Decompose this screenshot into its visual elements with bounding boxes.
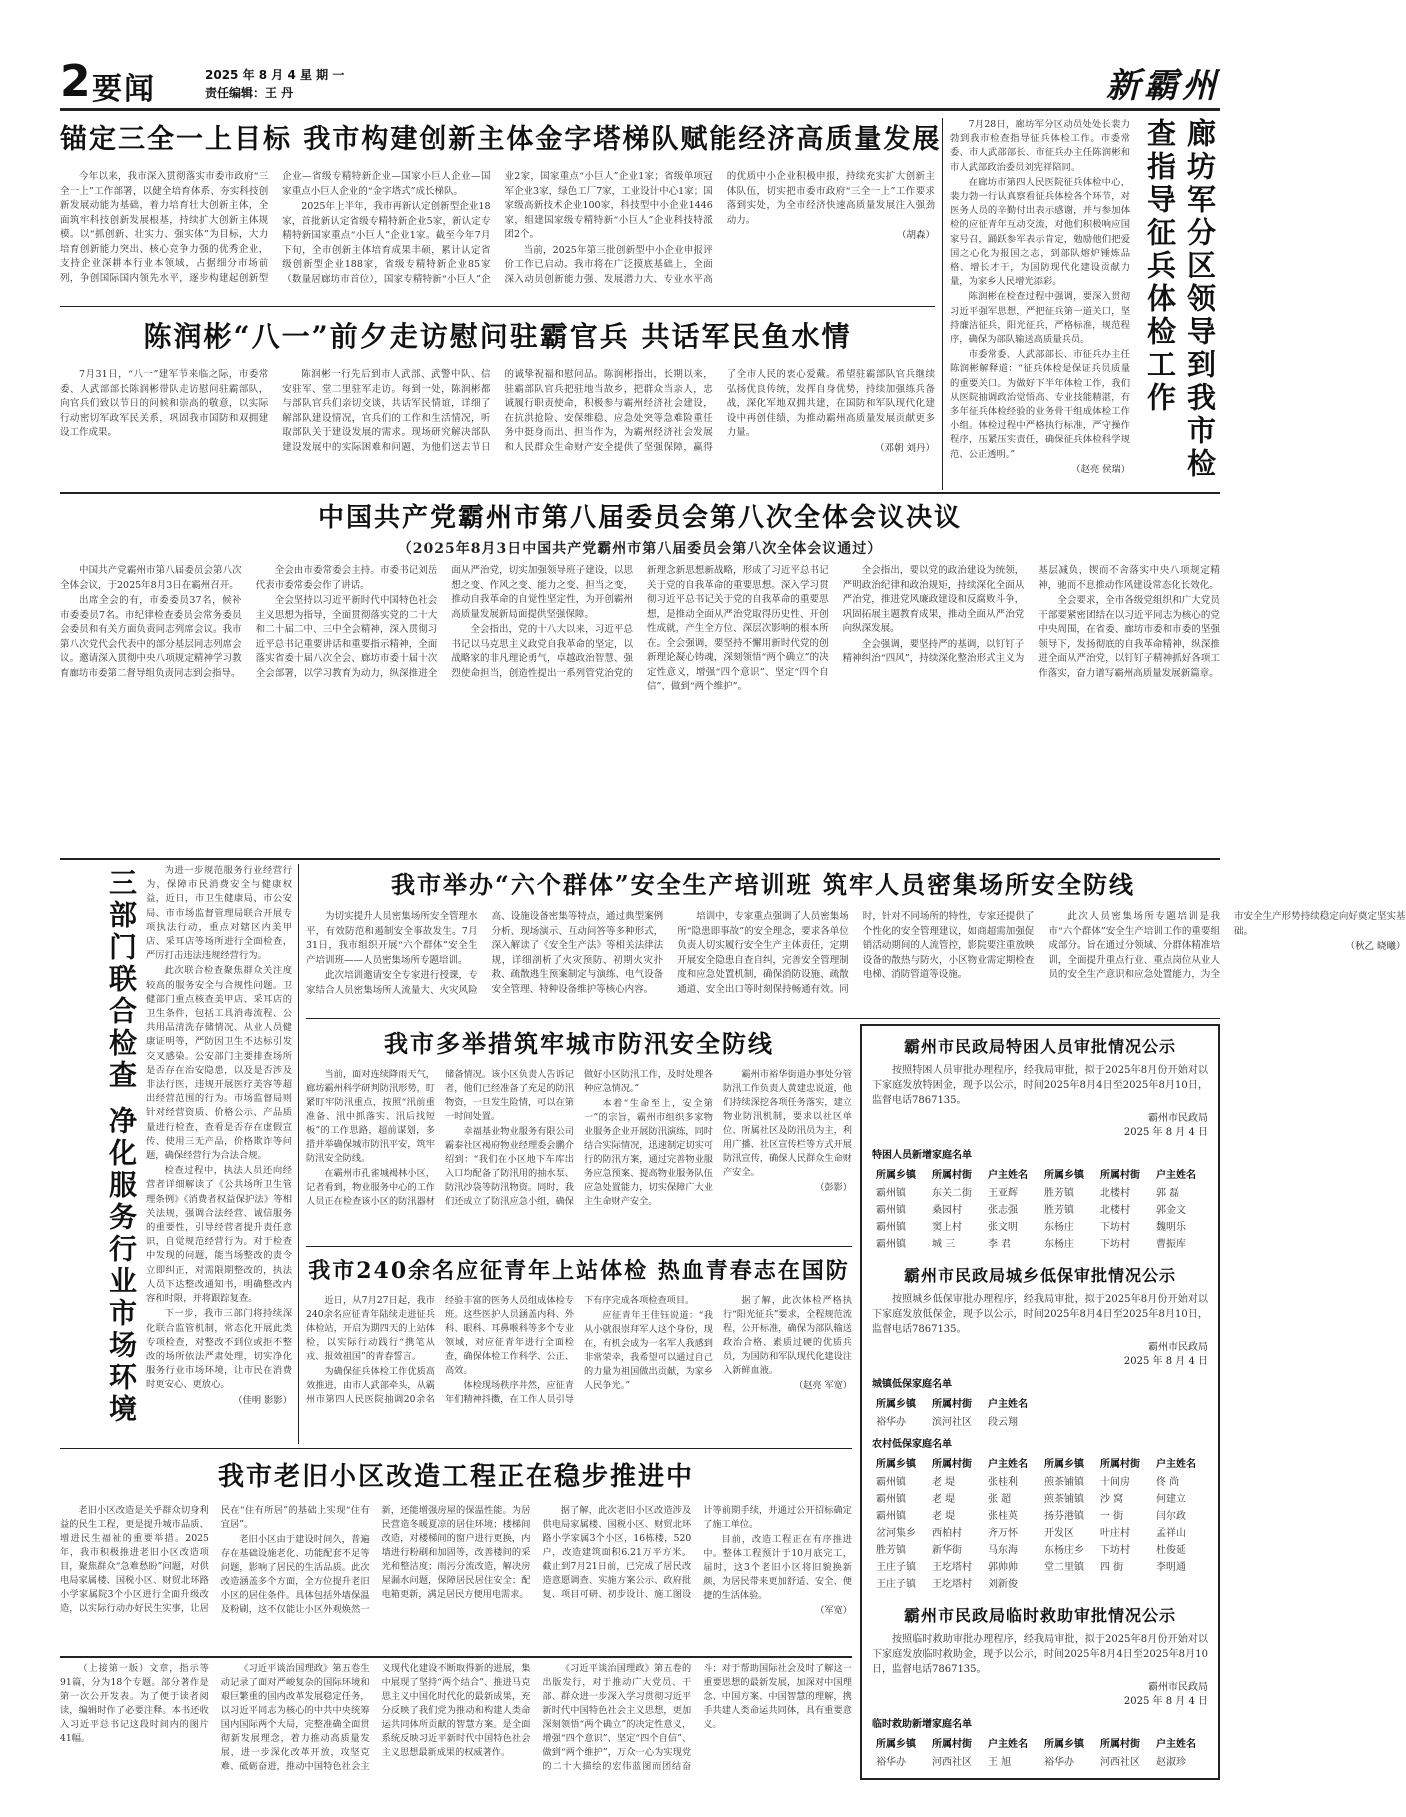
article-safety-training (306, 864, 1406, 1014)
cell: 裕华办 (1044, 1757, 1074, 1768)
table-caption: 农村低保家庭名单 (872, 1439, 952, 1450)
cell: 郭 磊 (1156, 1188, 1180, 1199)
paragraph: 在廊坊市第四人民医院征兵体检中心，裴力勃一行认真察看征兵体检各个环节，对医务人员的辛勤付出表示感谢，并与参加体检的应征青年互动交流，对他们积极响应国家号召，踊跃参军表示肯定，勉励他们把爱国之心化为报国之志，到部队熔炉锤炼品格、增长才干，为国防现代化建设贡献力量，为家乡人民增光添彩。 (950, 176, 1130, 288)
cell: 齐万怀 (988, 1528, 1018, 1539)
notice-table (872, 1164, 1208, 1251)
paragraph: 当前，面对连续降雨天气，廊坊霸州科学研判防汛形势，盯紧盯牢防汛重点，按照“汛前重准备、汛中抓落实、汛后找短板”的工作思路，超前谋划，多措并举确保城市防汛平安，筑牢防汛安全防线。 (306, 1069, 435, 1164)
cell: 四 街 (1100, 1562, 1124, 1573)
cell: 王亚辉 (988, 1188, 1018, 1199)
paragraph: 《习近平谈治国理政》第五卷的出版发行，对于推动广大党员、干部、群众进一步深入学习贯彻习近平新时代中国特色社会主义思想，更加深刻领悟“两个确立”的决定性意义，增强“四个意识”、坚定“四个自信”、做到“两个维护”，万众一心为实现党的二十大描绘的宏伟蓝图而团结奋斗；对于帮助国际社会及时了解这一重要思想的最新发展，加深对中国理念、中国方案、中国智慧的理解，携手共建人类命运共同体，具有重要意义。 (542, 1663, 852, 1772)
cell: 霸州镇 (876, 1239, 906, 1250)
paragraph: 检查过程中，执法人员还向经营者详细解读了《公共场所卫生管理条例》《消费者权益保护法》等相关法规，强调合法经营、诚信服务的重要性，引导经营者提升责任意识，自觉规范经营行为。对于检查中发现的问题，能当场整改的责令立即纠正，对需限期整改的，执法人员下达整改通知书，明确整改内容和时限，并将跟踪复查。 (146, 1165, 292, 1305)
cell: 郭金文 (1156, 1205, 1186, 1216)
article-body (60, 564, 1220, 856)
masthead-rule (60, 108, 1220, 111)
cell: 张桂英 (988, 1511, 1018, 1522)
article-resolution (60, 498, 1220, 858)
section-name: 要闻 (92, 72, 156, 107)
cell: 扬芬港镇 (1044, 1511, 1084, 1522)
column-rule (298, 864, 299, 1444)
cell: 煎茶铺镇 (1044, 1494, 1084, 1505)
notices-box (860, 1024, 1220, 1780)
notice-org: 霸州市民政局 (1148, 1342, 1208, 1353)
notice-title: 霸州市民政局临时救助审批情况公示 (903, 1606, 1176, 1625)
table-row (872, 1574, 1208, 1591)
cell (1040, 1574, 1096, 1591)
paragraph: 本着“生命至上，安全第一”的宗旨，霸州市组织多家物业服务企业开展防汛演练，同时结合实际情况，迅速制定切实可行的防汛方案，通过完善物业服务应急预案、提高物业服务队伍应急处置能力，切实保障广大业主生命财产安全。 (584, 1098, 713, 1207)
cell: 张志强 (988, 1205, 1018, 1216)
cell (1096, 1574, 1152, 1591)
column-header: 所属村街 (1100, 1459, 1140, 1470)
article-body (146, 864, 292, 1444)
issue-date: 2025 年 8 月 4 星 期 一 (205, 68, 345, 82)
editor-credit: 责任编辑：王 丹 (205, 86, 294, 100)
table-row (872, 1412, 1040, 1429)
cell: 张 超 (988, 1494, 1012, 1505)
notice-body: 按照特困人员审批办理程序，经我局审批，拟于2025年8月份开始对以下家庭发放特困金，现予以公示，时间2025年8月4日至2025年8月10日，监督电话7867135。 (872, 1065, 1208, 1106)
article-headline: 我市举办“六个群体”安全生产培训班 筑牢人员密集场所安全防线 (391, 870, 1135, 899)
cell: 王圪塔村 (932, 1562, 972, 1573)
cell: 窦上村 (932, 1222, 962, 1233)
article-headline: 中国共产党霸州市第八届委员会第八次全体会议决议 (317, 503, 962, 533)
notice-body: 按照临时救助审批办理程序，经我局审批，拟于2025年8月份开始对以下家庭发放临时救助金，现予以公示，时间2025年8月4日至2025年8月10日，监督电话7867135。 (872, 1634, 1208, 1675)
column-header: 所属村街 (932, 1399, 972, 1410)
article-author: （彭影） (815, 1182, 852, 1193)
cell (1152, 1574, 1208, 1591)
cell: 霸州镇 (876, 1477, 906, 1488)
article-body (60, 170, 935, 300)
cell: 张文明 (988, 1222, 1018, 1233)
table-row (872, 1506, 1208, 1523)
cell: 城 三 (932, 1239, 956, 1250)
table-row (872, 1217, 1208, 1234)
table-row (872, 1557, 1208, 1574)
divider (306, 1018, 1220, 1019)
article-renovation (60, 1454, 852, 1654)
divider (306, 1246, 852, 1247)
cell: 十间房 (1100, 1477, 1130, 1488)
divider (60, 858, 1220, 860)
cell: 老 堤 (932, 1494, 956, 1505)
paragraph: 老旧小区由于建设时间久，普遍存在基础设施老化、功能配套不足等问题，影响了居民的生活品质。此次改造涵盖多个方面，全方位提升老旧小区的居住条件。具体包括外墙保温及粉刷，这不仅能让小区外观焕然一新，还能增强房屋的保温性能。为居民营造冬暖夏凉的居住环境；楼梯间改造，对楼梯间的窗户进行更换，内墙进行粉刷和加固等，改善楼间的采光和整洁度；雨污分流改造，解决房屋漏水问题，保障居民居住安全；配电箱更新，满足居民方便用电需求。 (220, 1505, 531, 1615)
cell: 闫尔政 (1156, 1511, 1186, 1522)
article-body (60, 368, 935, 486)
article-headline: 三部门联合检查 净化服务行业市场环境 (105, 868, 138, 1426)
paragraph: 在霸州市孔雀城褐林小区，记者看到，物业服务中心的工作人员正在检查该小区的防汛器材储备情况。该小区负责人告诉记者，他们已经准备了充足的防汛物资，一旦发生险情，可以在第一时间处置。 (306, 1069, 574, 1207)
column-header: 所属村街 (1100, 1170, 1140, 1181)
cell: 下坊村 (1100, 1239, 1130, 1250)
article-headline: 我市240余名应征青年上站体检 热血青春志在国防 (308, 1258, 850, 1284)
column-header: 所属村街 (932, 1739, 972, 1750)
column-header: 所属村街 (1100, 1739, 1140, 1750)
cell: 段云翔 (988, 1417, 1018, 1428)
paragraph: 为进一步规范服务行业经营行为，保障市民消费安全与健康权益，近日，市卫生健康局、市公安局、市市场监督管理局联合开展专项执法行动，重点对辖区内美甲店、采耳店等场所进行全面检查，严厉打击违法违规经营行为。 (146, 865, 292, 962)
cell: 郭帅帅 (988, 1562, 1018, 1573)
table-row (872, 1183, 1208, 1200)
article-author: （胡森） (896, 230, 935, 241)
paragraph: 霸州市裕华街道办事处分管防汛工作负责人黄建忠说道，他们持续深挖各项任务落实，建立物业防汛机制，要求以社区单位、所属社区及防汛员为主，利用广播、社区宣传栏等方式开展防汛宣传，确保人民群众生命财产安全。 (723, 1069, 852, 1178)
column-header: 所属村街 (932, 1170, 972, 1181)
table-row (872, 1752, 1208, 1769)
paragraph: 陈润彬在检查过程中强调，要深入贯彻习近平强军思想，严把征兵第一道关口，坚持廉洁征兵，阳光征兵，严格标准，规范程序，确保为部队输送高质量兵员。 (950, 291, 1130, 346)
column-header: 户主姓名 (988, 1170, 1028, 1181)
cell: 曹振库 (1156, 1239, 1186, 1250)
column-header: 所属乡镇 (1044, 1739, 1084, 1750)
paragraph: 《习近平谈治国理政》第五卷生动记录了面对严峻复杂的国际环境和艰巨繁重的国内改革发展稳定任务，以习近平同志为核心的中共中央统筹国内国际两个大局，完整准确全面贯彻新发展理念，着力推动高质量发展，进一步深化改革开放，攻坚克难、砥砺奋进，推动中国特色社会主义现代化建设不断取得新的进展，集中展现了坚持“两个结合”、推进马克思主义中国化时代化的最新成果，充分反映了我们党为推动和构建人类命运共同体所贡献的智慧方案。是全面系统反映习近平新时代中国特色社会主义思想最新成果的权威著作。 (220, 1663, 531, 1772)
column-header: 户主姓名 (988, 1399, 1028, 1410)
article-innovation (60, 118, 942, 308)
cell: 沙 窝 (1100, 1494, 1124, 1505)
notice-title: 霸州市民政局城乡低保审批情况公示 (903, 1266, 1176, 1285)
article-author: （军宽） (815, 1605, 852, 1616)
table-row (872, 1472, 1208, 1489)
table-caption: 临时救助新增家庭名单 (872, 1719, 972, 1730)
notice-date: 2025 年 8 月 4 日 (1123, 1696, 1208, 1707)
cell: 霸州镇 (876, 1205, 906, 1216)
cell: 裕华办 (876, 1417, 906, 1428)
notice-title: 霸州市民政局特困人员审批情况公示 (903, 1037, 1176, 1056)
notice-table (872, 1733, 1208, 1769)
article-flood-control (306, 1024, 852, 1242)
cell: 裕华办 (876, 1757, 906, 1768)
cell: 刘新俊 (988, 1579, 1018, 1590)
paragraph: 出席全会的有，市委委员37名，候补市委委员7名。市纪律检查委员会常务委员会委员和有关方面负责同志列席会议。我市第八次党代会代表中的部分基层同志列席会议。邀请深入贯彻中央八项规定精神学习教育廊坊市委第二督导组负责同志到会指导。 (60, 595, 242, 679)
article-author: （赵亮 军宽） (793, 1380, 852, 1391)
article-author: （赵亮 侯瑞） (1071, 463, 1130, 475)
paragraph: 7月28日，廊坊军分区动员处处长裴力勃到我市检查指导征兵体检工作。市委常委、市人武部部长、市征兵办主任陈润彬和市人武部政治委员刘宪祥陪同。 (950, 119, 1130, 173)
paragraph: 全会要求，全市各级党组织和广大党员干部要紧密团结在以习近平同志为核心的党中央周围，在省委、廊坊市委和市委的坚强领导下，发扬彻底的自我革命精神，纵深推进全面从严治党，以钉钉子精神抓好各项工作落实，奋力谱写霸州高质量发展新篇章。 (1038, 595, 1220, 679)
paragraph: 全会由市委常委会主持。市委书记刘岳代表市委常委会作了讲话。 (255, 565, 438, 591)
article-army-day (60, 312, 935, 492)
cell: 东杨庄 (1044, 1222, 1074, 1233)
paragraph: 培训中，专家重点强调了人员密集场所“隐患即事故”的安全理念，要求各单位负责人切实履行安全生产主体责任，定期开展安全隐患自查自纠，完善安全管理制度和应急处置机制，确保消防设施、疏散通道、安全出口等时刻保持畅通有效。同时，针对不同场所的特性，专家还提供了个性化的安全管理建议，如商超需加强促销活动期间的人流管控，影院要注重放映设备的散热与防火，小区物业需定期检查电梯、消防管道等设施。 (677, 911, 1035, 995)
paragraph: 陈润彬一行先后到市人武部、武警中队、信安驻军、堂二里驻军走访。每到一处，陈润彬都与部队官兵们亲切交谈，共话军民情谊，详细了解部队建设情况，官兵们的工作和生活情况，听取部队关于建设发展的需求。现场研究解决部队建设发展中的实际困难和问题，为他们送去节日的诚挚祝福和慰问品。陈润彬指出，长期以来，驻霸部队官兵把驻地当故乡，把群众当亲人，忠诚履行职责使命，积极参与霸州经济社会建设，在抗洪抢险、安保维稳、应急处突等急难险重任务中挺身而出、担当作为，为霸州经济社会发展和人民群众生命财产安全提供了坚强保障，赢得了全市人民的衷心爱戴。希望驻霸部队官兵继续弘扬优良传统，发挥自身优势，持续加强练兵备战，深化军地双拥共建，在国防和军队现代化建设中再创佳绩，为推动霸州高质量发展贡献更多力量。 (282, 369, 935, 453)
cell: 岔河集乡 (876, 1528, 916, 1539)
paragraph: 中国共产党霸州市第八届委员会第八次全体会议，于2025年8月3日在霸州召开。 (60, 565, 242, 591)
column-header: 户主姓名 (1156, 1170, 1196, 1181)
column-header: 所属乡镇 (876, 1399, 916, 1410)
article-subtitle: （2025年8月3日中国共产党霸州市第八届委员会第八次全体会议通过） (397, 541, 883, 557)
article-author: （秋乙 晓曦） (1345, 941, 1406, 952)
column-header: 户主姓名 (1156, 1459, 1196, 1470)
paragraph: 此次培训邀请安全专家进行授课，专家结合人员密集场所人流量大、火灾风险高、设施设备密集等特点，通过典型案例分析、现场演示、互动问答等多种形式，深入解读了《安全生产法》等相关法律法规，详细剖析了火灾预防、初期火灾扑救、疏散逃生预案制定与演练、电气设备安全管理、特种设备维护等核心内容。 (306, 911, 664, 996)
paragraph: 全会指出，党的十八大以来，习近平总书记以马克思主义政党自我革命的坚定，以战略家的非凡理论勇气，卓越政治智慧、强烈使命担当，创造性提出一系列管党治党的新理念新思想新战略，形成了习近平总书记关于党的自我革命的重要思想。深入学习贯彻习近平总书记关于党的自我革命的重要思想，是推动全面从严治党取得历史性、开创性成就，产生全方位、深层次影响的根本所在。全会强调，要坚持不懈用新时代党的创新理论凝心铸魂，深刻领悟“两个确立”的决定性意义，增强“四个意识”、坚定“四个自信”、做到“两个维护”。 (451, 565, 829, 692)
cell: 东关二街 (932, 1188, 972, 1199)
paragraph: 目前，改造工程正在有序推进中。整体工程预计于10月底完工，届时，这3个老旧小区将旧貌换新颜，为居民带来更加舒适、安全、便捷的生活体验。 (703, 1534, 852, 1601)
divider (60, 1448, 852, 1449)
paragraph: 为切实提升人员密集场所安全管理水平，有效防范和遏制安全事故发生。7月31日，我市组织开展“六个群体”安全生产培训班——人员密集场所专题培训。 (306, 911, 478, 966)
table-caption: 城镇低保家庭名单 (872, 1379, 952, 1390)
article-headline: 廊坊军分区领导到我市检查指导征兵体检工作 (1143, 118, 1217, 481)
table-row (872, 1523, 1208, 1540)
paper-logo: 新霸州 (1106, 66, 1220, 106)
cell: 赵淑珍 (1156, 1757, 1186, 1768)
cell: 魏明乐 (1156, 1222, 1186, 1233)
column-header: 所属乡镇 (876, 1739, 916, 1750)
article-headline: 我市老旧小区改造工程正在稳步推进中 (217, 1462, 694, 1492)
cell: 霸州镇 (876, 1188, 906, 1199)
cell: 河西社区 (1100, 1757, 1140, 1768)
column-rule (942, 118, 943, 490)
cell: 王庄子镇 (876, 1562, 916, 1573)
article-body (306, 1068, 852, 1236)
cell: 孟祥山 (1156, 1528, 1186, 1539)
cell: 桑园村 (932, 1205, 962, 1216)
article-headline: 我市多举措筑牢城市防汛安全防线 (384, 1029, 774, 1058)
paragraph: 全会坚持以习近平新时代中国特色社会主义思想为指导，全面贯彻落实党的二十大和二十届二中、三中全会精神，深入贯彻习近平总书记重要讲话和重要指示精神，全面落实省委十届八次全会、廊坊市委十届十次全会部署，以学习教育为动力，纵深推进全面从严治党，切实加强领导班子建设，以思想之变、作风之变、能力之变、担当之变，推动自我革命的自觉性坚定性，为开创霸州高质量发展新局面提供坚强保障。 (255, 565, 633, 679)
paragraph: 体检现场秩序井然，应征青年们精神抖擞，在工作人员引导下有序完成各项检查项目。 (445, 1295, 695, 1405)
article-military-inspection (950, 118, 1220, 490)
column-header: 所属村街 (932, 1459, 972, 1470)
notice-date: 2025 年 8 月 4 日 (1123, 1127, 1208, 1138)
paragraph: 幸福基业物业服务有限公司霸泰社区褐府物业经理委会鹏介绍到：“我们在小区地下车库出入口均配备了防汛用的抽水泵、防汛沙袋等防汛物资。同时，我们还成立了防汛应急小组，确保做好小区防汛工作，及时处理各种应急情况。” (445, 1069, 713, 1207)
paragraph: 此次人员密集场所专题培训是我市“六个群体”安全生产培训工作的重要组成部分。旨在通过分领域、分群体精准培训，全面提升重点行业、重点岗位从业人员的安全生产意识和应急处置能力，为全市安全生产形势持续稳定向好奠定坚实基础。 (1048, 911, 1406, 980)
article-body (60, 1662, 852, 1780)
cell: 滨河社区 (932, 1417, 972, 1428)
table-row (872, 1489, 1208, 1506)
article-body (306, 910, 1406, 1010)
table-row (872, 1200, 1208, 1217)
paragraph: 据了解，此次老旧小区改造涉及供电局家属楼、国税小区、财贸北环路小学家属3个小区，16栋楼，520户，改造建筑面积6.21万平方米。截止到7月21日前，已完成了居民改造意愿调查、实施方案公示、政府批复、项目可研、初步设计、施工图设计等前期手续，并通过公开招标确定了施工单位。 (542, 1505, 852, 1600)
column-header: 所属乡镇 (876, 1459, 916, 1470)
paragraph: 全会指出，要以党的政治建设为统领，严明政治纪律和政治规矩，持续深化全面从严治党，推进党风廉政建设和反腐败斗争，巩固拓展主题教育成果，推动全面从严治党向纵深发展。 (842, 565, 1025, 634)
cell: 河西社区 (932, 1757, 972, 1768)
column-header: 户主姓名 (988, 1739, 1028, 1750)
cell: 马东海 (988, 1545, 1018, 1556)
cell: 老 堤 (932, 1511, 956, 1522)
notice-org: 霸州市民政局 (1148, 1682, 1208, 1693)
cell: 北楼村 (1100, 1188, 1130, 1199)
cell: 东杨庄 (1044, 1239, 1074, 1250)
cell: 李明通 (1156, 1562, 1186, 1573)
cell: 胜芳镇 (876, 1545, 906, 1556)
masthead (60, 56, 1220, 110)
article-joint-inspection (60, 864, 292, 1444)
cell: 杜俊延 (1156, 1545, 1186, 1556)
table-caption: 特困人员新增家庭名单 (872, 1150, 972, 1161)
column-header: 所属乡镇 (1044, 1170, 1084, 1181)
article-body (306, 1294, 852, 1440)
cell: 下坊村 (1100, 1222, 1130, 1233)
paragraph: 今年以来，我市深入贯彻落实市委市政府“三全一上”工作部署，以健全培育体系、夯实科技创新发展动能为基础，着力培育壮大创新主体，全面筑牢科技创新发展根基，持续扩大创新主体规模。以“抓创新、壮实力、强实体”为目标，大力培育创新能力突出、核心竞争力强的优秀企业，支持企业深耕本行业本领域，占据细分市场前列，争创国际国内领先水平，逐步构建起创新型企业—省级专精特新企业—国家小巨人企业—国家重点小巨人企业的“金字塔式”成长梯队。 (60, 171, 491, 284)
column-header: 户主姓名 (988, 1459, 1028, 1470)
notice-table-rural (872, 1453, 1208, 1591)
table-row (872, 1234, 1208, 1251)
article-body (60, 1504, 852, 1650)
paragraph: 近日，从7月27日起，我市240余名应征青年陆续走进征兵体检站，开启为期四天的上站体检，以实际行动践行“携笔从戎、报效祖国”的青春誓言。 (306, 1295, 435, 1362)
notice-temporary-aid (872, 1603, 1208, 1769)
cell: 老 堤 (932, 1477, 956, 1488)
divider (60, 1656, 852, 1658)
table-row (872, 1540, 1208, 1557)
cell: 霸州镇 (876, 1511, 906, 1522)
divider (60, 306, 935, 307)
notice-subsistence (872, 1263, 1208, 1591)
notice-org: 霸州市民政局 (1148, 1113, 1208, 1124)
paragraph: 当前，2025年第三批创新型中小企业申报评价工作已启动。我市将在广泛摸底基础上，全面深入动员创新能力强、发展潜力大、专业水平高的优质中小企业积极申报，持续充实扩大创新主体队伍，切实把市委市政府“三全一上”工作要求落到实处，为全市经济快速高质量发展注入强劲动力。 (504, 171, 935, 285)
cell: 北楼村 (1100, 1205, 1130, 1216)
cell: 王 旭 (988, 1757, 1012, 1768)
column-header: 所属乡镇 (1044, 1459, 1084, 1470)
paragraph: （上接第一版）文章，指示等91篇，分为18个专题。部分著作是第一次公开发表。为了便于读者阅读，编辑时作了必要注释。本书还收入习近平总书记这段时间内的图片41幅。 (60, 1663, 209, 1744)
cell: 何建立 (1156, 1494, 1186, 1505)
paragraph: 此次联合检查聚焦群众关注度较高的服务安全与合规性问题。卫健部门重点核查美甲店、采耳店的卫生条件，包括工具消毒流程、公共用品清洗存储情况、从业人员健康证明等，严防因卫生不达标引发交叉感染。公安部门主要排查场所是否存在治安隐患，以及是否涉及非法行医，违规开展医疗美容等超出经营范围的行为。市场监督局则针对经营资质、价格公示、产品质量进行检查，查看是否存在虚假宣传、使用三无产品，价格欺诈等问题，确保经营行为合法合规。 (146, 965, 292, 1162)
notice-table-urban (872, 1393, 1040, 1429)
cell: 开发区 (1044, 1528, 1074, 1539)
cell: 东杨庄乡 (1044, 1545, 1084, 1556)
paragraph: 7月31日，“八一”建军节来临之际，市委常委、人武部部长陈润彬带队走访慰问驻霸部队，向官兵们致以节日的问候和崇高的敬意，以实际行动密切军政军民关系，巩固我市国防和双拥建设工作成果。 (60, 369, 269, 438)
cell: 胜芳镇 (1044, 1205, 1074, 1216)
paragraph: 2025年上半年，我市再新认定创新型企业18家，首批新认定省级专精特新企业5家，新认定专精特新国家重点“小巨人”企业1家。截至今年7月下旬，全市创新主体培育成果丰硕，累计认定省级创新型企业188家，省级专精特新企业85家（数量居廊坊市首位），国家专精特新“小巨人”企业2家，国家重点“小巨人”企业1家；省级单项冠军企业3家，绿色工厂7家，工业设计中心1家；国家级高新技术企业100家，科技型中小企业1446家，组建国家级专精特新“小巨人”企业科技特派团2个。 (282, 171, 713, 285)
cell: 胜芳镇 (1044, 1188, 1074, 1199)
article-author: （佳明 影影） (233, 1394, 292, 1406)
cell: 张桂利 (988, 1477, 1018, 1488)
notice-date: 2025 年 8 月 4 日 (1123, 1356, 1208, 1367)
cell: 堂二里镇 (1044, 1562, 1084, 1573)
cell: 佟 尚 (1156, 1477, 1180, 1488)
paragraph: 为确保征兵体检工作优质高效推进，由市人武部牵头，从霸州市第四人民医院抽调20余名经验丰富的医务人员组成体检专班。这些医护人员涵盖内科、外科、眼科、耳鼻喉科等多个专业领域，对应征青年进行全面检查，确保体检工作科学、公正、高效。 (306, 1295, 574, 1405)
cell: 西柏村 (932, 1528, 962, 1539)
divider (60, 492, 1220, 494)
cell: 煎茶铺镇 (1044, 1477, 1084, 1488)
article-headline: 陈润彬“八一”前夕走访慰问驻霸官兵 共话军民鱼水情 (143, 320, 852, 353)
cell: 一 街 (1100, 1511, 1124, 1522)
paragraph: 老旧小区改造是关乎群众切身利益的民生工程，更是提升城市品质、增进民生福祉的重要举措。2025年，我市积极推进老旧小区改造项目，聚焦群众“急难愁盼”问题，对供电局家属楼、国税小区、财贸北环路小学家属院3个小区进行全面升级改造，以实际行动办好民生实事，让居民在“住有所居”的基础上实现“住有宜居”。 (60, 1505, 370, 1614)
page-number: 2 (60, 56, 91, 107)
article-author: （邓朝 刘丹） (874, 442, 935, 454)
notice-body: 按照城乡低保审批办理程序，经我局审批，拟于2025年8月份开始对以下家庭发放低保金，现予以公示，时间2025年8月4日至2025年8月10日，监督电话7867135。 (872, 1294, 1208, 1335)
paragraph: 市委常委、人武部部长、市征兵办主任陈润彬解释道：“征兵体检是保证兵员质量的重要关口。为做好下半年体检工作，我们从医院抽调政治觉悟高、专业技能精湛，有多年征兵体检经验的业务骨干组成体检工作小组。体检过程中严格执行标准，严守操作程序，压紧压实责任，确保征兵体检科学规范、公正透明。” (950, 349, 1130, 460)
cell: 李 君 (988, 1239, 1012, 1250)
cell: 霸州镇 (876, 1222, 906, 1233)
cell: 霸州镇 (876, 1494, 906, 1505)
cell: 王圪塔村 (932, 1579, 972, 1590)
column-header: 户主姓名 (1156, 1739, 1196, 1750)
column-header: 所属乡镇 (876, 1170, 916, 1181)
paragraph: 下一步，我市三部门将持续深化联合监管机制，常态化开展此类专项检查，对整改不到位或拒不整改的场所依法严肃处理，切实净化服务行业市场环境，让市民在消费时更安心、更放心。 (146, 1308, 292, 1391)
cell: 叶庄村 (1100, 1528, 1130, 1539)
cell: 王庄子镇 (876, 1579, 916, 1590)
paragraph: 据了解，此次体检严格执行“阳光征兵”要求，全程规范流程，公开标准，确保为部队输送政治合格、素质过硬的优质兵员，为国防和军队现代化建设注入新鲜血液。 (723, 1295, 852, 1376)
cell: 下坊村 (1100, 1545, 1130, 1556)
notice-special-hardship (872, 1034, 1208, 1251)
cell: 新华街 (932, 1545, 962, 1556)
paragraph: 应征青年王佳钰说道：“我从小就很崇拜军人这个身份，现在，有机会成为一名军人我感到非常荣幸，我希望可以通过自己的力量为祖国做出贡献，为家乡人民争光。” (584, 1310, 713, 1391)
article-conscript-checkup (306, 1252, 852, 1444)
article-headline: 锚定三全一上目标 我市构建创新主体金字塔梯队赋能经济高质量发展 (60, 124, 942, 155)
article-body (950, 118, 1130, 490)
paragraph: 全会强调，要坚持严的基调，以钉钉子精神纠治“四风”，持续深化整治形式主义为基层减负，锲而不舍落实中央八项规定精神，驰而不息推动作风建设常态化长效化。 (842, 565, 1220, 664)
article-continued (60, 1662, 852, 1780)
